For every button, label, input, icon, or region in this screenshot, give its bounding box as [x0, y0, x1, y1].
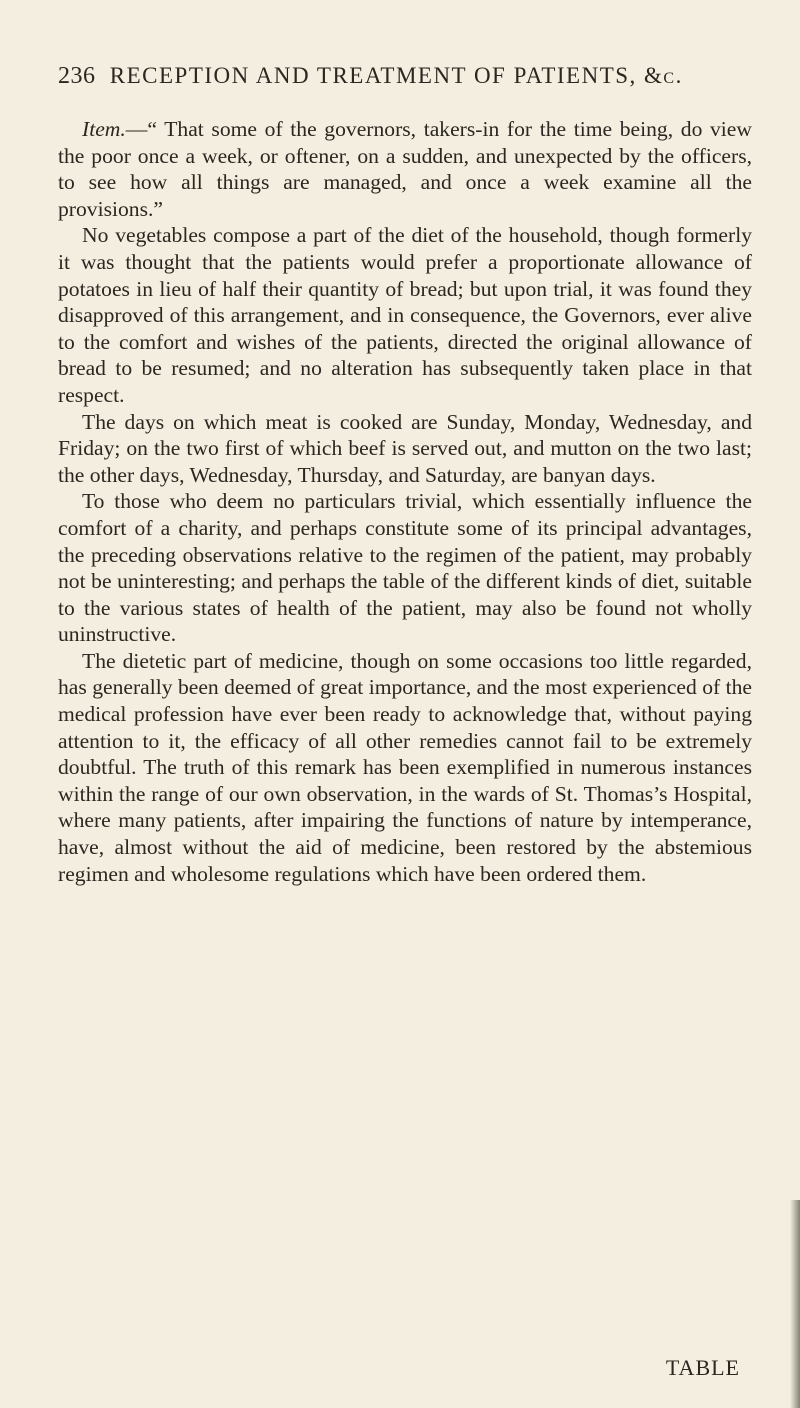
- paragraph-item: [58, 116, 752, 222]
- paragraph-vegetables: No vegetables compose a part of the diet of the household, though formerly it was thought that the patients would prefer a proportionate allowance of potatoes in lieu of half their quantity of bread; but upon trial, it was found they disapproved of this arrangement, and in consequence, the Governors, ever alive to the comfort and wishes of the patients, directed the original allowance of bread to be resumed; and no alteration has subsequently taken place in that respect.: [58, 223, 752, 407]
- page-header: [58, 63, 748, 90]
- page-number: 236: [58, 63, 96, 89]
- body-text: [58, 116, 752, 887]
- paragraph-meat-days: The days on which meat is cooked are Sunday, Monday, Wednesday, and Friday; on the two first of which beef is served out, and mutton on the two last; the other days, Wednesday, Thursday, and Saturday, are banyan days.: [58, 409, 752, 487]
- paragraph-text: —“ That some of the governors, takers-in for the time being, do view the poor once a week, or oftener, on a sudden, and unexpected by the officers, to see how all things are managed, and once a week examine all the provisions.”: [58, 117, 752, 221]
- running-title: RECEPTION AND TREATMENT OF PATIENTS, &c.: [109, 63, 683, 88]
- item-label: Item.: [82, 117, 126, 141]
- paragraph-particulars: To those who deem no particulars trivial, which essentially influence the comfort of a charity, and perhaps constitute some of its principal advantages, the preceding observations relative to the regimen of the patient, may probably not be uninteresting; and perhaps the table of the different kinds of diet, suitable to the various states of health of the patient, may also be found not wholly uninstructive.: [58, 489, 752, 647]
- catchword: TABLE: [665, 1355, 740, 1380]
- page-edge-shadow: [790, 1200, 800, 1408]
- paragraph-dietetic: The dietetic part of medicine, though on some occasions too little regarded, has generally been deemed of great importance, and the most experienced of the medical profession have ever been ready to acknowledge that, without paying attention to it, the efficacy of all other remedies cannot fail to be extremely doubtful. The truth of this remark has been exemplified in numerous instances within the range of our own observation, in the wards of St. Thomas’s Hospital, where many patients, after impairing the functions of nature by intemperance, have, almost without the aid of medicine, been restored by the abstemious regimen and wholesome regulations which have been ordered them.: [58, 648, 752, 886]
